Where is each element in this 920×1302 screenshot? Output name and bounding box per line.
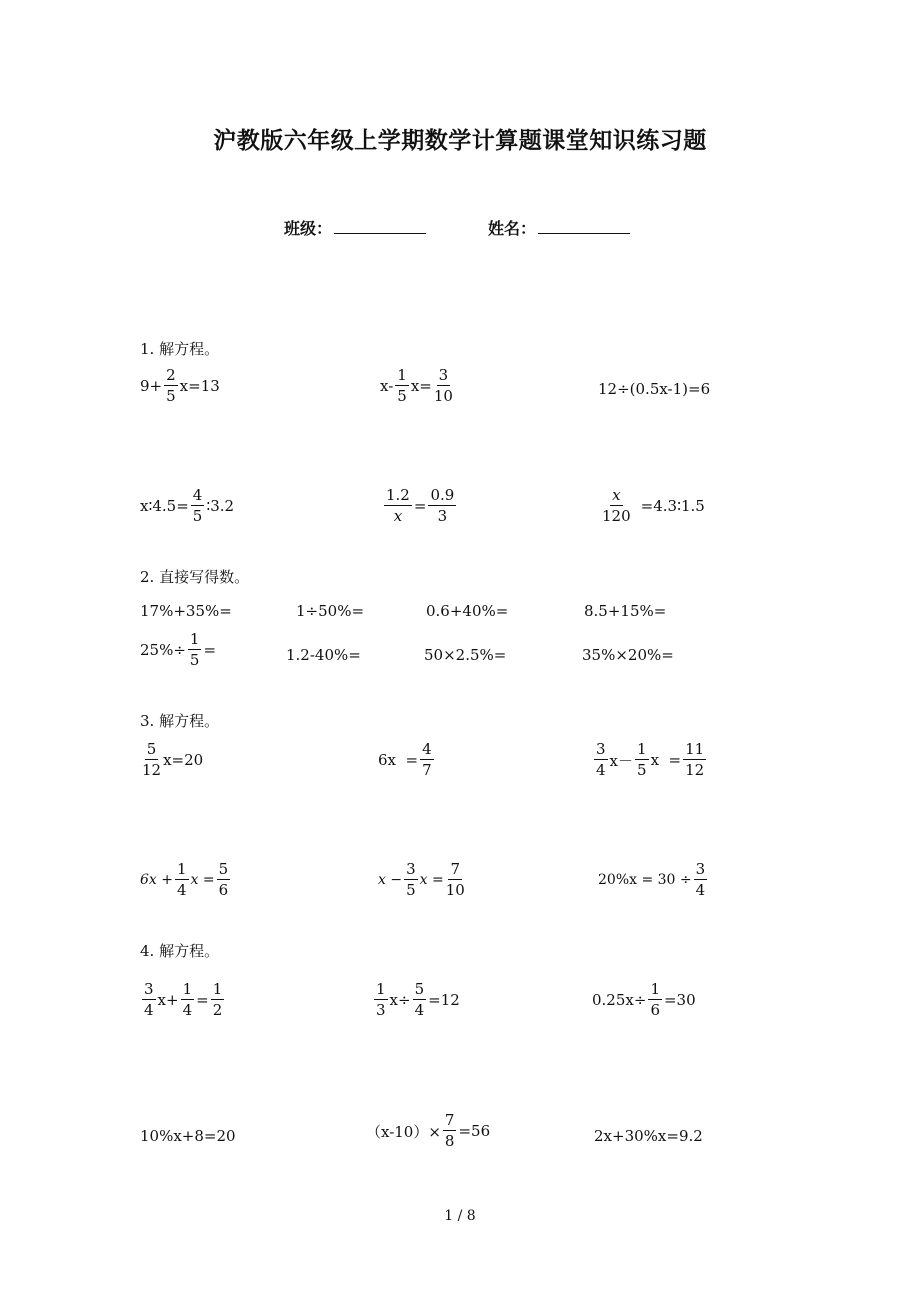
q1-f-fraction: $\frac{x}{120}$ <box>602 486 631 525</box>
q1-f-post: =4.3∶1.5 <box>640 497 705 515</box>
q3-e-pre: x − <box>378 872 403 888</box>
q3-a-fraction: $\frac{5}{12}$ <box>142 740 162 779</box>
class-field <box>284 216 426 239</box>
q2-r2-1 <box>140 632 216 668</box>
q1-d-pre: x∶4.5= <box>140 497 189 515</box>
page-number: 1 / 8 <box>444 1208 476 1224</box>
q1-d-post: ∶3.2 <box>206 497 235 515</box>
q4-e-pre: （x-10）× <box>366 1122 441 1141</box>
q1-b-fraction-1: $\frac{1}{5}$ <box>397 366 407 405</box>
q3-c-fraction-3: $\frac{11}{12}$ <box>685 740 705 779</box>
q4-c-fraction: $\frac{1}{6}$ <box>650 980 660 1019</box>
section-3-heading: 3. 解方程。 <box>140 712 220 730</box>
q3-b-pre: 6x = <box>378 751 419 769</box>
q4-b-mid: x÷ <box>389 991 411 1009</box>
q1-b-pre: x- <box>380 377 394 395</box>
class-blank[interactable] <box>334 219 426 234</box>
q3-d-pre: 6x + <box>140 872 173 888</box>
q2-r1-4: 8.5+15%= <box>584 602 667 620</box>
q2-r2-2: 1.2-40%= <box>286 646 361 664</box>
q4-a-mid-1: x+ <box>157 991 179 1009</box>
name-field <box>488 216 630 239</box>
q3-d-mid: x = <box>190 872 215 888</box>
q4-c <box>592 982 696 1018</box>
q4-a <box>140 982 226 1018</box>
q2-r2-1-post: = <box>203 641 217 659</box>
q4-b-fraction-2: $\frac{5}{4}$ <box>414 980 425 1019</box>
q3-d <box>140 862 232 898</box>
q3-d-fraction-1: $\frac{1}{4}$ <box>176 860 187 899</box>
q3-c-fraction-2: $\frac{1}{5}$ <box>637 740 647 779</box>
q1-a-post: x=13 <box>179 377 220 395</box>
name-blank[interactable] <box>538 219 630 234</box>
q1-e-mid: = <box>413 497 427 515</box>
q2-r2-4: 35%×20%= <box>582 646 674 664</box>
q3-d-fraction-2: $\frac{5}{6}$ <box>218 860 229 899</box>
q1-a-fraction: $\frac{2}{5}$ <box>166 366 176 405</box>
q3-c-mid-2: x = <box>650 751 682 769</box>
q3-c-mid-1: x－ <box>609 751 634 770</box>
q2-r1-3: 0.6+40%= <box>426 602 509 620</box>
name-label: 姓名： <box>488 219 537 238</box>
q1-b-mid: x= <box>410 377 432 395</box>
q2-r2-1-pre: 25%÷ <box>140 641 186 659</box>
q1-e <box>382 488 458 524</box>
q3-b <box>378 742 436 778</box>
q4-e-fraction: $\frac{7}{8}$ <box>444 1111 455 1150</box>
class-label: 班级： <box>284 219 333 238</box>
q2-r2-3: 50×2.5%= <box>424 646 507 664</box>
q3-f-pre: 20%x = 30 ÷ <box>598 872 692 888</box>
q3-a-post: x=20 <box>163 751 204 769</box>
q1-c: 12÷(0.5x-1)=6 <box>598 380 711 398</box>
q3-e-fraction-2: $\frac{7}{10}$ <box>445 860 465 899</box>
q4-e <box>366 1113 490 1149</box>
q4-a-mid-2: = <box>196 991 209 1009</box>
q1-d <box>140 488 234 524</box>
q3-e <box>378 862 467 898</box>
q4-b <box>372 982 460 1018</box>
q3-a <box>140 742 203 778</box>
q3-f-fraction: $\frac{3}{4}$ <box>695 860 706 899</box>
q3-f <box>598 862 709 898</box>
q1-b-fraction-2: $\frac{3}{10}$ <box>433 366 453 405</box>
q1-b <box>380 368 455 404</box>
q4-e-post: =56 <box>458 1122 491 1140</box>
section-2-heading: 2. 直接写得数。 <box>140 568 250 586</box>
q1-e-fraction-1: $\frac{1.2}{x}$ <box>386 486 410 525</box>
q3-e-fraction-1: $\frac{3}{5}$ <box>406 860 416 899</box>
q3-c <box>592 742 708 778</box>
q4-b-post: =12 <box>428 991 460 1009</box>
q2-r1-2: 1÷50%= <box>296 602 365 620</box>
section-4-heading: 4. 解方程。 <box>140 942 220 960</box>
page-title: 沪教版六年级上学期数学计算题课堂知识练习题 <box>213 128 707 154</box>
q2-r1-1: 17%+35%= <box>140 602 232 620</box>
q4-d: 10%x+8=20 <box>140 1127 236 1145</box>
q4-a-fraction-3: $\frac{1}{2}$ <box>212 980 223 1019</box>
q1-a <box>140 368 220 404</box>
q4-b-fraction-1: $\frac{1}{3}$ <box>376 980 386 1019</box>
q1-e-fraction-2: $\frac{0.9}{3}$ <box>430 486 455 525</box>
q1-f <box>600 488 705 524</box>
q3-b-fraction: $\frac{4}{7}$ <box>422 740 432 779</box>
q4-c-post: =30 <box>663 991 696 1009</box>
q1-a-pre: 9+ <box>140 377 163 395</box>
q2-r2-1-fraction: $\frac{1}{5}$ <box>189 630 200 669</box>
q1-d-fraction: $\frac{4}{5}$ <box>192 486 203 525</box>
q4-a-fraction-1: $\frac{3}{4}$ <box>144 980 154 1019</box>
q3-c-fraction-1: $\frac{3}{4}$ <box>596 740 606 779</box>
section-1-heading: 1. 解方程。 <box>140 340 220 358</box>
q4-a-fraction-2: $\frac{1}{4}$ <box>182 980 193 1019</box>
q4-f: 2x+30%x=9.2 <box>594 1127 703 1145</box>
q4-c-pre: 0.25x÷ <box>592 991 647 1009</box>
q3-e-mid: x = <box>419 872 444 888</box>
